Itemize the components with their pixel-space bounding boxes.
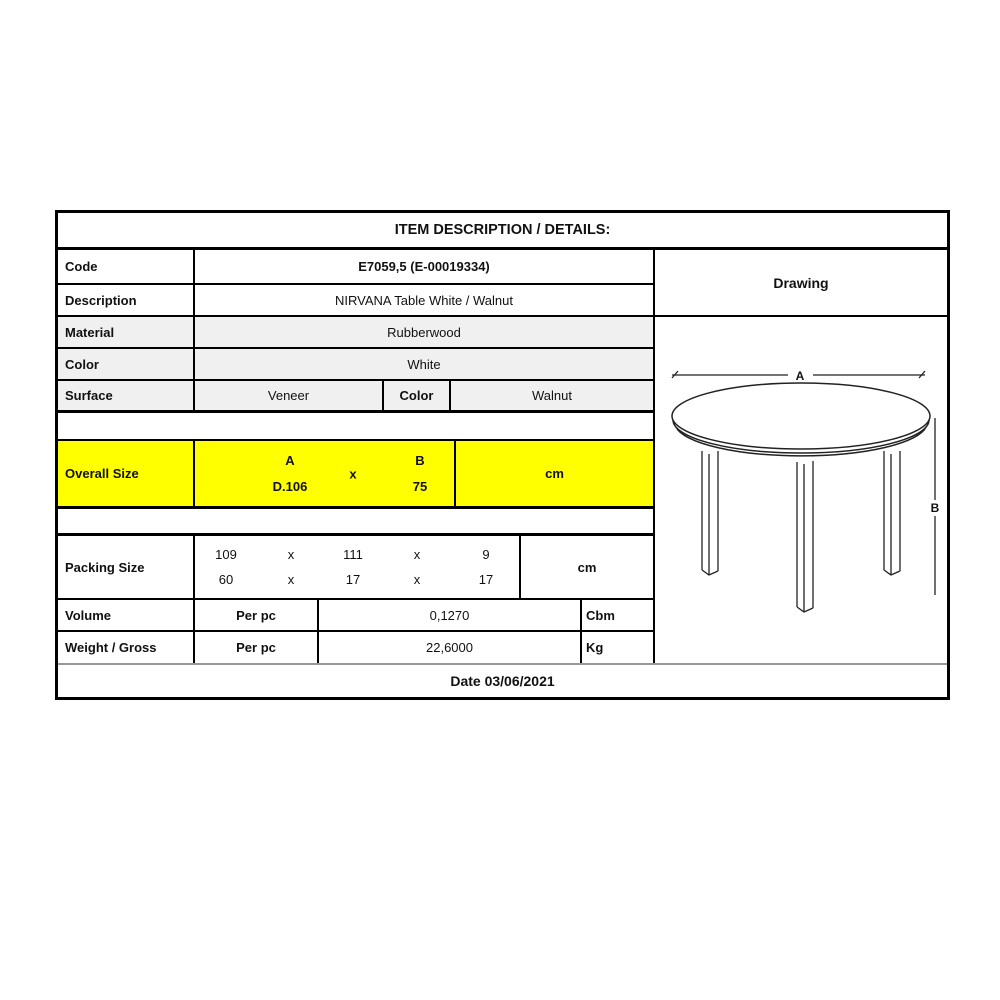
color-value: White <box>407 356 441 372</box>
volume-per: Per pc <box>195 600 319 630</box>
overall-size-row <box>58 441 653 509</box>
weight-label: Weight / Gross <box>58 632 195 663</box>
tabletop-rim-lower <box>676 427 926 456</box>
volume-label: Volume <box>58 600 195 630</box>
code-label: Code <box>58 250 195 283</box>
weight-per: Per pc <box>195 632 319 663</box>
packing-size-dimensions <box>195 536 521 598</box>
dimension-b-name: B <box>415 452 425 468</box>
packing-size-row <box>58 536 653 600</box>
packing-l2-width: 17 <box>345 572 361 588</box>
drawing-column <box>655 250 947 663</box>
packing-line-1 <box>195 547 519 562</box>
packing-l2-sep1: x <box>287 572 295 588</box>
dim-b-label: B <box>930 501 940 515</box>
dimension-a-value: D.106 <box>272 479 308 495</box>
surface-color-value: Walnut <box>532 388 572 403</box>
weight-unit: Kg <box>586 640 604 655</box>
packing-size-unit: cm <box>577 559 597 575</box>
surface-color-label: Color <box>384 381 451 410</box>
table-leg-left <box>702 451 718 575</box>
packing-l1-width: 111 <box>343 546 363 562</box>
packing-line-2 <box>195 572 519 587</box>
packing-l2-height: 17 <box>478 572 494 588</box>
packing-l1-sep2: x <box>413 546 421 562</box>
surface-value: Veneer <box>195 381 384 410</box>
surface-label: Surface <box>58 381 195 410</box>
packing-l2-length: 60 <box>218 572 234 588</box>
volume-value: 0,1270 <box>319 600 582 630</box>
packing-l2-sep2: x <box>413 572 421 588</box>
material-row <box>58 317 653 349</box>
packing-size-label: Packing Size <box>58 536 195 598</box>
table-leg-right <box>884 451 900 575</box>
volume-unit: Cbm <box>586 607 615 623</box>
dimension-separator: x <box>349 466 357 481</box>
overall-size-dimensions <box>195 441 456 506</box>
surface-row <box>58 381 653 413</box>
weight-value: 22,6000 <box>319 632 582 663</box>
dim-a-label: A <box>795 369 805 383</box>
table-body <box>58 250 947 663</box>
description-row <box>58 285 653 317</box>
table-title: ITEM DESCRIPTION / DETAILS: <box>58 213 947 250</box>
code-value: E7059,5 (E-00019334) <box>358 259 490 274</box>
item-description-table <box>55 210 950 700</box>
weight-row <box>58 632 653 663</box>
description-label: Description <box>58 285 195 315</box>
packing-l1-height: 9 <box>482 546 490 562</box>
dimension-b-column <box>413 441 427 506</box>
overall-size-unit: cm <box>545 466 564 481</box>
color-label: Color <box>58 349 195 379</box>
tabletop-rim <box>673 420 929 453</box>
overall-size-label: Overall Size <box>58 441 195 506</box>
drawing-header: Drawing <box>655 250 947 317</box>
drawing-area <box>655 317 947 663</box>
dimension-a-column <box>273 441 308 506</box>
tabletop-ellipse <box>672 383 930 449</box>
color-row <box>58 349 653 381</box>
description-value: NIRVANA Table White / Walnut <box>335 292 513 308</box>
spec-columns <box>58 250 655 663</box>
spacer-row <box>58 413 653 441</box>
packing-l1-sep1: x <box>287 546 295 562</box>
table-drawing <box>655 317 947 663</box>
dimension-b-value: 75 <box>412 479 428 495</box>
date-footer: Date 03/06/2021 <box>58 663 947 697</box>
code-row <box>58 250 653 285</box>
table-leg-center <box>797 461 813 612</box>
material-value: Rubberwood <box>387 324 461 340</box>
dimension-a-name: A <box>285 452 295 468</box>
spacer-row <box>58 509 653 536</box>
volume-row <box>58 600 653 632</box>
material-label: Material <box>58 317 195 347</box>
packing-l1-length: 109 <box>215 546 237 562</box>
